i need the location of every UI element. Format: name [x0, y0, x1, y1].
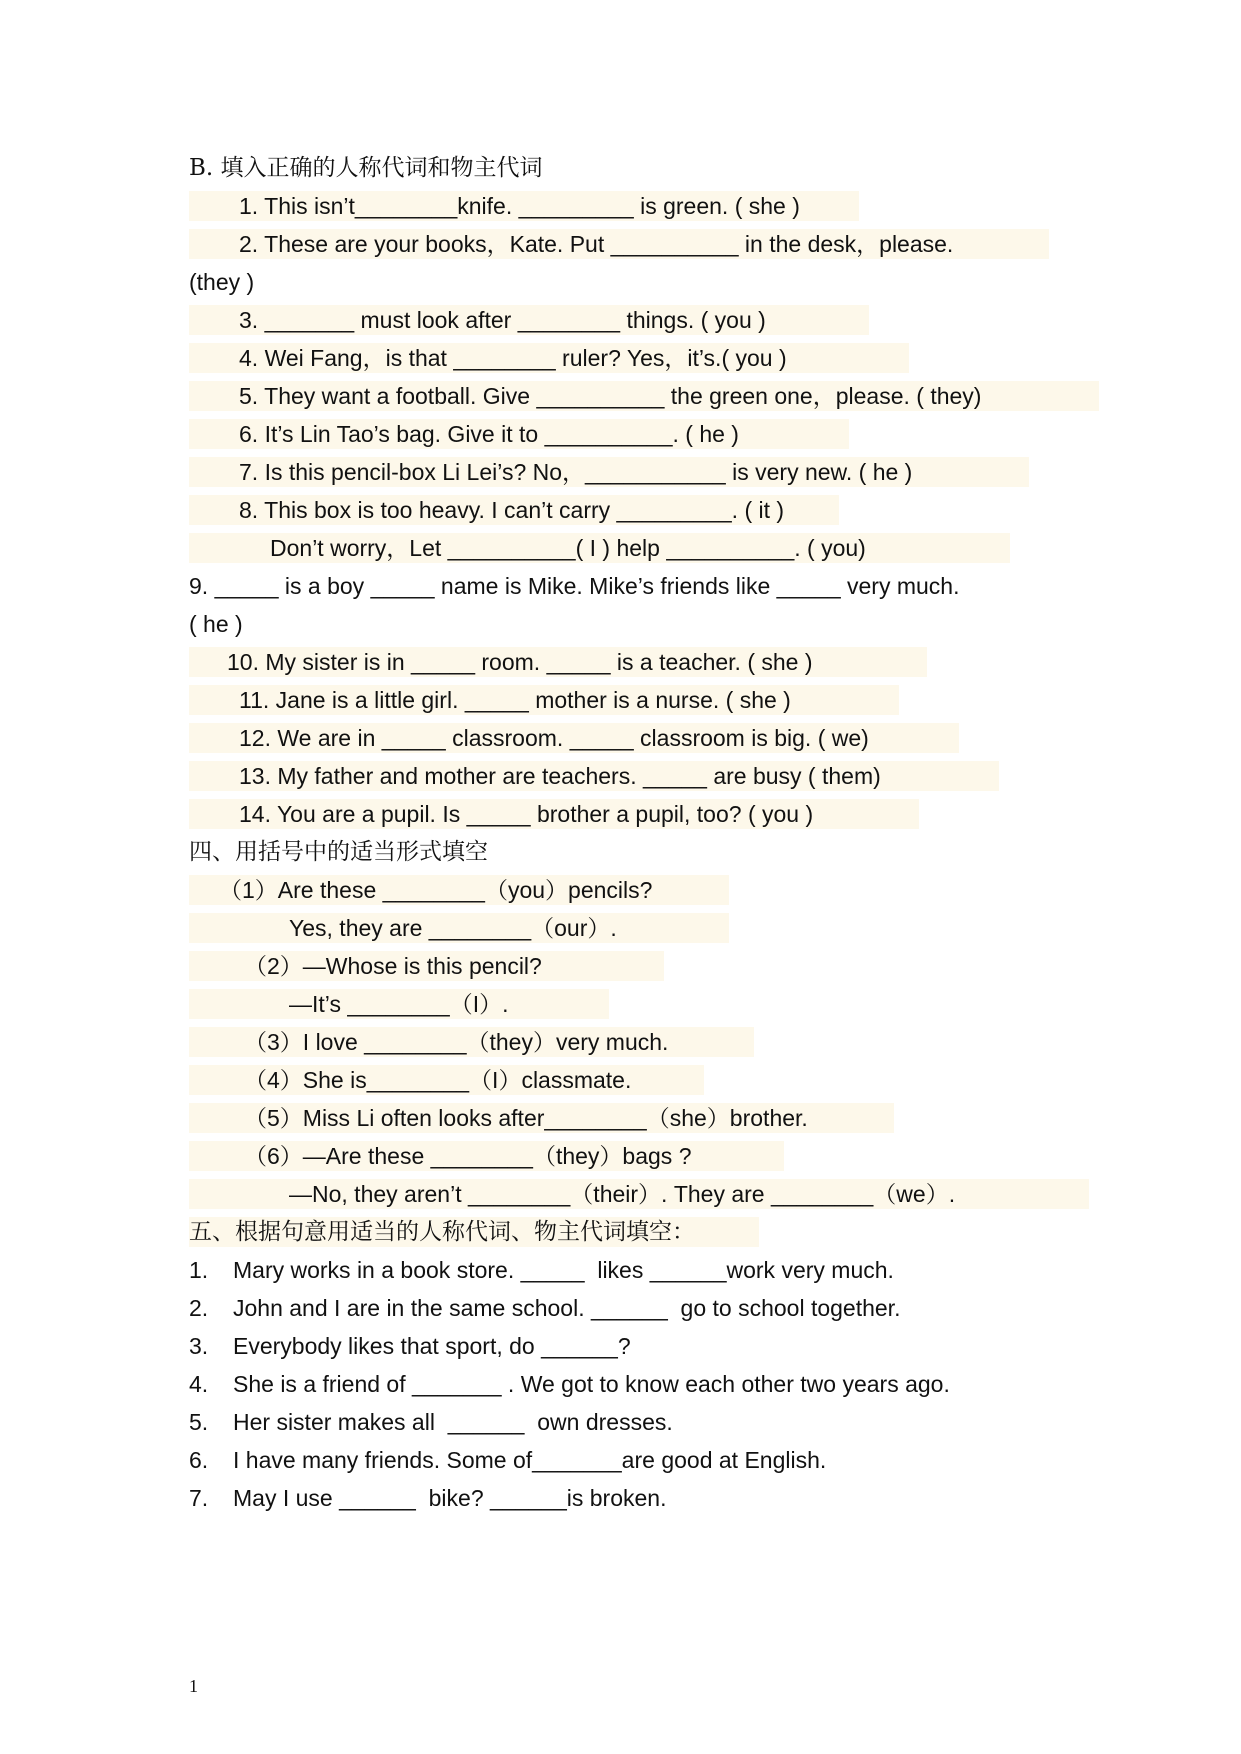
exercise-line: May I use ______ bike? ______is broken.: [233, 1485, 667, 1511]
exercise-line: ( he ): [189, 611, 243, 637]
exercise-line: 6. It’s Lin Tao’s bag. Give it to __________. ( he ): [189, 419, 849, 449]
section-b-title: B. 填入正确的人称代词和物主代词: [189, 155, 543, 181]
exercise-line: 11. Jane is a little girl. _____ mother is a nurse. ( she ): [189, 685, 899, 715]
exercise-line: Mary works in a book store. _____ likes ______work very much.: [233, 1257, 894, 1283]
exercise-line: 5. They want a football. Give __________ the green one，please. ( they): [189, 381, 1099, 411]
exercise-line: （6）—Are these ________（they）bags ?: [189, 1141, 784, 1171]
exercise-line: （5）Miss Li often looks after________（she）brother.: [189, 1103, 894, 1133]
exercise-line: (they ): [189, 269, 255, 295]
exercise-line: 7. Is this pencil-box Li Lei’s? No，___________ is very new. ( he ): [189, 457, 1029, 487]
exercise-line: （4）She is________（I）classmate.: [189, 1065, 704, 1095]
exercise-line: （2）—Whose is this pencil?: [189, 951, 664, 981]
exercise-line: I have many friends. Some of_______are good at English.: [233, 1447, 827, 1473]
exercise-number: 3.: [189, 1333, 209, 1359]
exercise-line: 2. These are your books，Kate. Put __________ in the desk，please.: [189, 229, 1049, 259]
section-five-title: 五、根据句意用适当的人称代词、物主代词填空：: [189, 1217, 759, 1247]
exercise-line: Don’t worry，Let __________( I ) help __________. ( you): [189, 533, 1010, 563]
exercise-line: 3. _______ must look after ________ things. ( you ): [189, 305, 869, 335]
exercise-line: （1）Are these ________（you）pencils?: [189, 875, 729, 905]
exercise-line: 13. My father and mother are teachers. _____ are busy ( them): [189, 761, 999, 791]
exercise-line: 9. _____ is a boy _____ name is Mike. Mike’s friends like _____ very much.: [189, 573, 960, 599]
exercise-line: 1. This isn’t________knife. _________ is green. ( she ): [189, 191, 859, 221]
exercise-line: 14. You are a pupil. Is _____ brother a pupil, too? ( you ): [189, 799, 919, 829]
exercise-number: 2.: [189, 1295, 209, 1321]
exercise-line: 8. This box is too heavy. I can’t carry _________. ( it ): [189, 495, 839, 525]
section-four-title: 四、用括号中的适当形式填空: [189, 839, 488, 865]
exercise-number: 6.: [189, 1447, 209, 1473]
exercise-line: She is a friend of _______ . We got to know each other two years ago.: [233, 1371, 950, 1397]
exercise-line: 10. My sister is in _____ room. _____ is a teacher. ( she ): [189, 647, 927, 677]
exercise-line: —It’s ________（I）.: [189, 989, 609, 1019]
exercise-line: —No, they aren’t ________（their）. They are ________（we）.: [189, 1179, 1089, 1209]
exercise-number: 7.: [189, 1485, 209, 1511]
exercise-number: 5.: [189, 1409, 209, 1435]
exercise-number: 4.: [189, 1371, 209, 1397]
exercise-line: Yes, they are ________（our）.: [189, 913, 729, 943]
exercise-line: John and I are in the same school. ______ go to school together.: [233, 1295, 901, 1321]
exercise-line: 12. We are in _____ classroom. _____ classroom is big. ( we): [189, 723, 959, 753]
page-number: 1: [189, 1676, 198, 1696]
exercise-line: （3）I love ________（they）very much.: [189, 1027, 754, 1057]
exercise-line: Her sister makes all ______ own dresses.: [233, 1409, 673, 1435]
exercise-number: 1.: [189, 1257, 209, 1283]
exercise-line: 4. Wei Fang，is that ________ ruler? Yes，it’s.( you ): [189, 343, 909, 373]
exercise-line: Everybody likes that sport, do ______?: [233, 1333, 631, 1359]
